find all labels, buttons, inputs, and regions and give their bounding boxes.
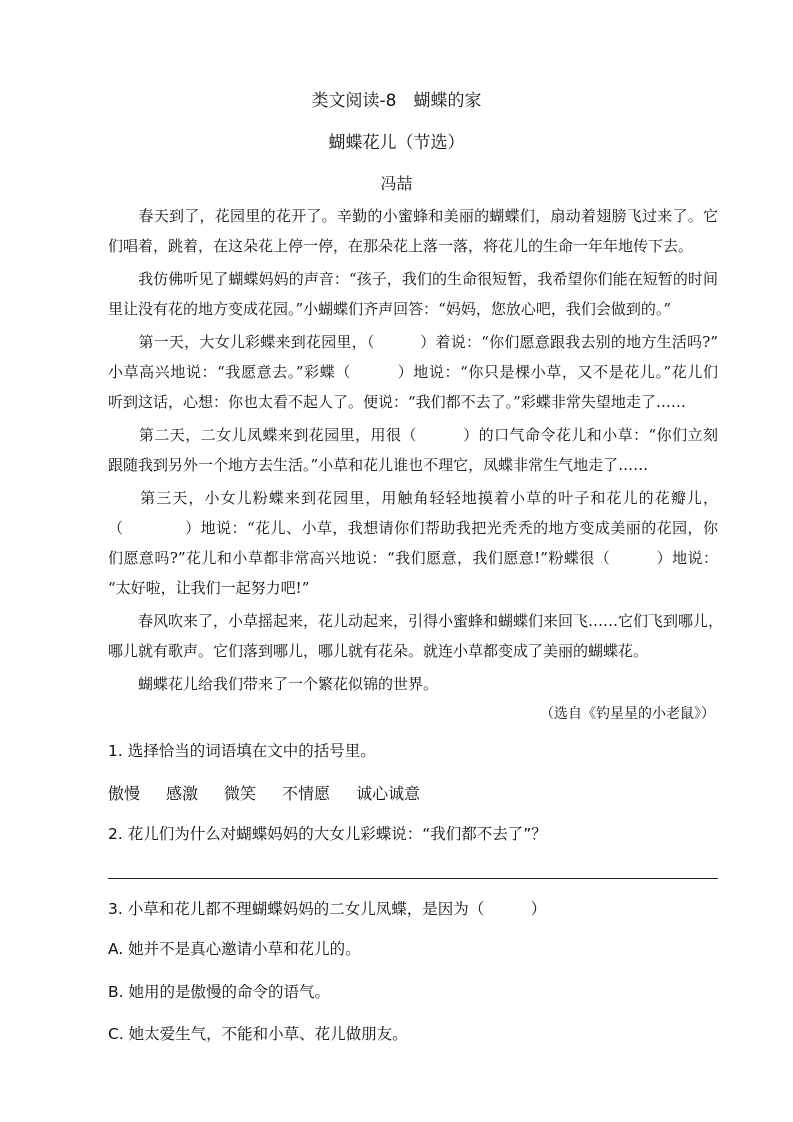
passage xyxy=(108,201,724,702)
paragraph xyxy=(108,420,718,480)
option-a[interactable]: A. 她并不是真心邀请小草和花儿的。 xyxy=(108,940,361,958)
paragraph xyxy=(108,264,718,324)
word-option: 不情愿 xyxy=(282,784,331,803)
author: 冯喆 xyxy=(380,174,413,193)
text-line: 蝴蝶花儿给我们带来了一个繁花似锦的世界。 xyxy=(108,675,439,693)
text-line: 我仿佛听见了蝴蝶妈妈的声音：“孩子，我们的生命很短暂，我希望你们能在短暂的时间 xyxy=(108,270,718,288)
text-line: 第二天，二女儿凤蝶来到花园里，用很（ ）的口气命令花儿和小草：“你们立刻 xyxy=(108,426,718,444)
page-title: 类文阅读-8 蝴蝶的家 xyxy=(311,91,482,111)
question-2: 2. 花儿们为什么对蝴蝶妈妈的大女儿彩蝶说：“我们都不去了”？ xyxy=(108,825,547,843)
text-line: “太好啦，让我们一起努力吧!” xyxy=(108,579,310,597)
paragraph xyxy=(108,327,718,417)
text-line: 们愿意吗?”花儿和小草都非常高兴地说：“我们愿意，我们愿意!”粉蝶很（ ）地说： xyxy=(108,549,718,567)
text-line: 春天到了，花园里的花开了。辛勤的小蜜蜂和美丽的蝴蝶们，扇动着翅膀飞过来了。它 xyxy=(108,207,718,225)
text-line: 们唱着，跳着，在这朵花上停一停，在那朵花上落一落，将花儿的生命一年年地传下去。 xyxy=(108,237,694,255)
word-option: 傲慢 xyxy=(108,784,141,803)
word-option: 诚心诚意 xyxy=(356,784,421,803)
text-line: 哪儿就有歌声。它们落到哪儿，哪儿就有花朵。就连小草都变成了美丽的蝴蝶花。 xyxy=(108,642,649,660)
word-option: 感激 xyxy=(166,784,199,803)
source-citation: （选自《钓星星的小老鼠》） xyxy=(540,706,715,722)
passage-title: 蝴蝶花儿（节选） xyxy=(328,133,465,153)
word-option: 微笑 xyxy=(224,784,257,803)
paragraph xyxy=(108,606,724,666)
paragraph xyxy=(108,483,718,603)
question-3: 3. 小草和花儿都不理蝴蝶妈妈的二女儿凤蝶，是因为（ ） xyxy=(108,900,547,918)
option-c[interactable]: C. 她太爱生气，不能和小草、花儿做朋友。 xyxy=(108,1025,408,1043)
paragraph xyxy=(108,669,718,699)
answer-line[interactable] xyxy=(108,878,718,879)
text-line: 跟随我到另外一个地方去生活。”小草和花儿谁也不理它，凤蝶非常生气地走了…… xyxy=(108,456,649,474)
text-line: 小草高兴地说：“我愿意去。”彩蝶（ ）地说：“你只是棵小草，又不是花儿。”花儿们 xyxy=(108,363,718,381)
text-line: 里让没有花的地方变成花园。”小蝴蝶们齐声回答：“妈妈，您放心吧，我们会做到的。” xyxy=(108,300,672,318)
word-options xyxy=(108,781,446,804)
option-b[interactable]: B. 她用的是傲慢的命令的语气。 xyxy=(108,983,330,1001)
text-line: 第一天，大女儿彩蝶来到花园里，（ ）着说：“你们愿意跟我去别的地方生活吗?” xyxy=(108,333,718,351)
question-1: 1. 选择恰当的词语填在文中的括号里。 xyxy=(108,742,376,760)
text-line: 第三天，小女儿粉蝶来到花园里，用触角轻轻地摸着小草的叶子和花儿的花瓣儿， xyxy=(108,489,718,507)
text-line: （ ）地说：“花儿、小草，我想请你们帮助我把光秃秃的地方变成美丽的花园，你 xyxy=(108,519,718,537)
text-line: 听到这话，心想：你也太看不起人了。便说：“我们都不去了。”彩蝶非常失望地走了…… xyxy=(108,393,686,411)
text-line: 春风吹来了，小草摇起来，花儿动起来，引得小蜜蜂和蝴蝶们来回飞……它们飞到哪儿， xyxy=(108,612,724,630)
paragraph xyxy=(108,201,718,261)
